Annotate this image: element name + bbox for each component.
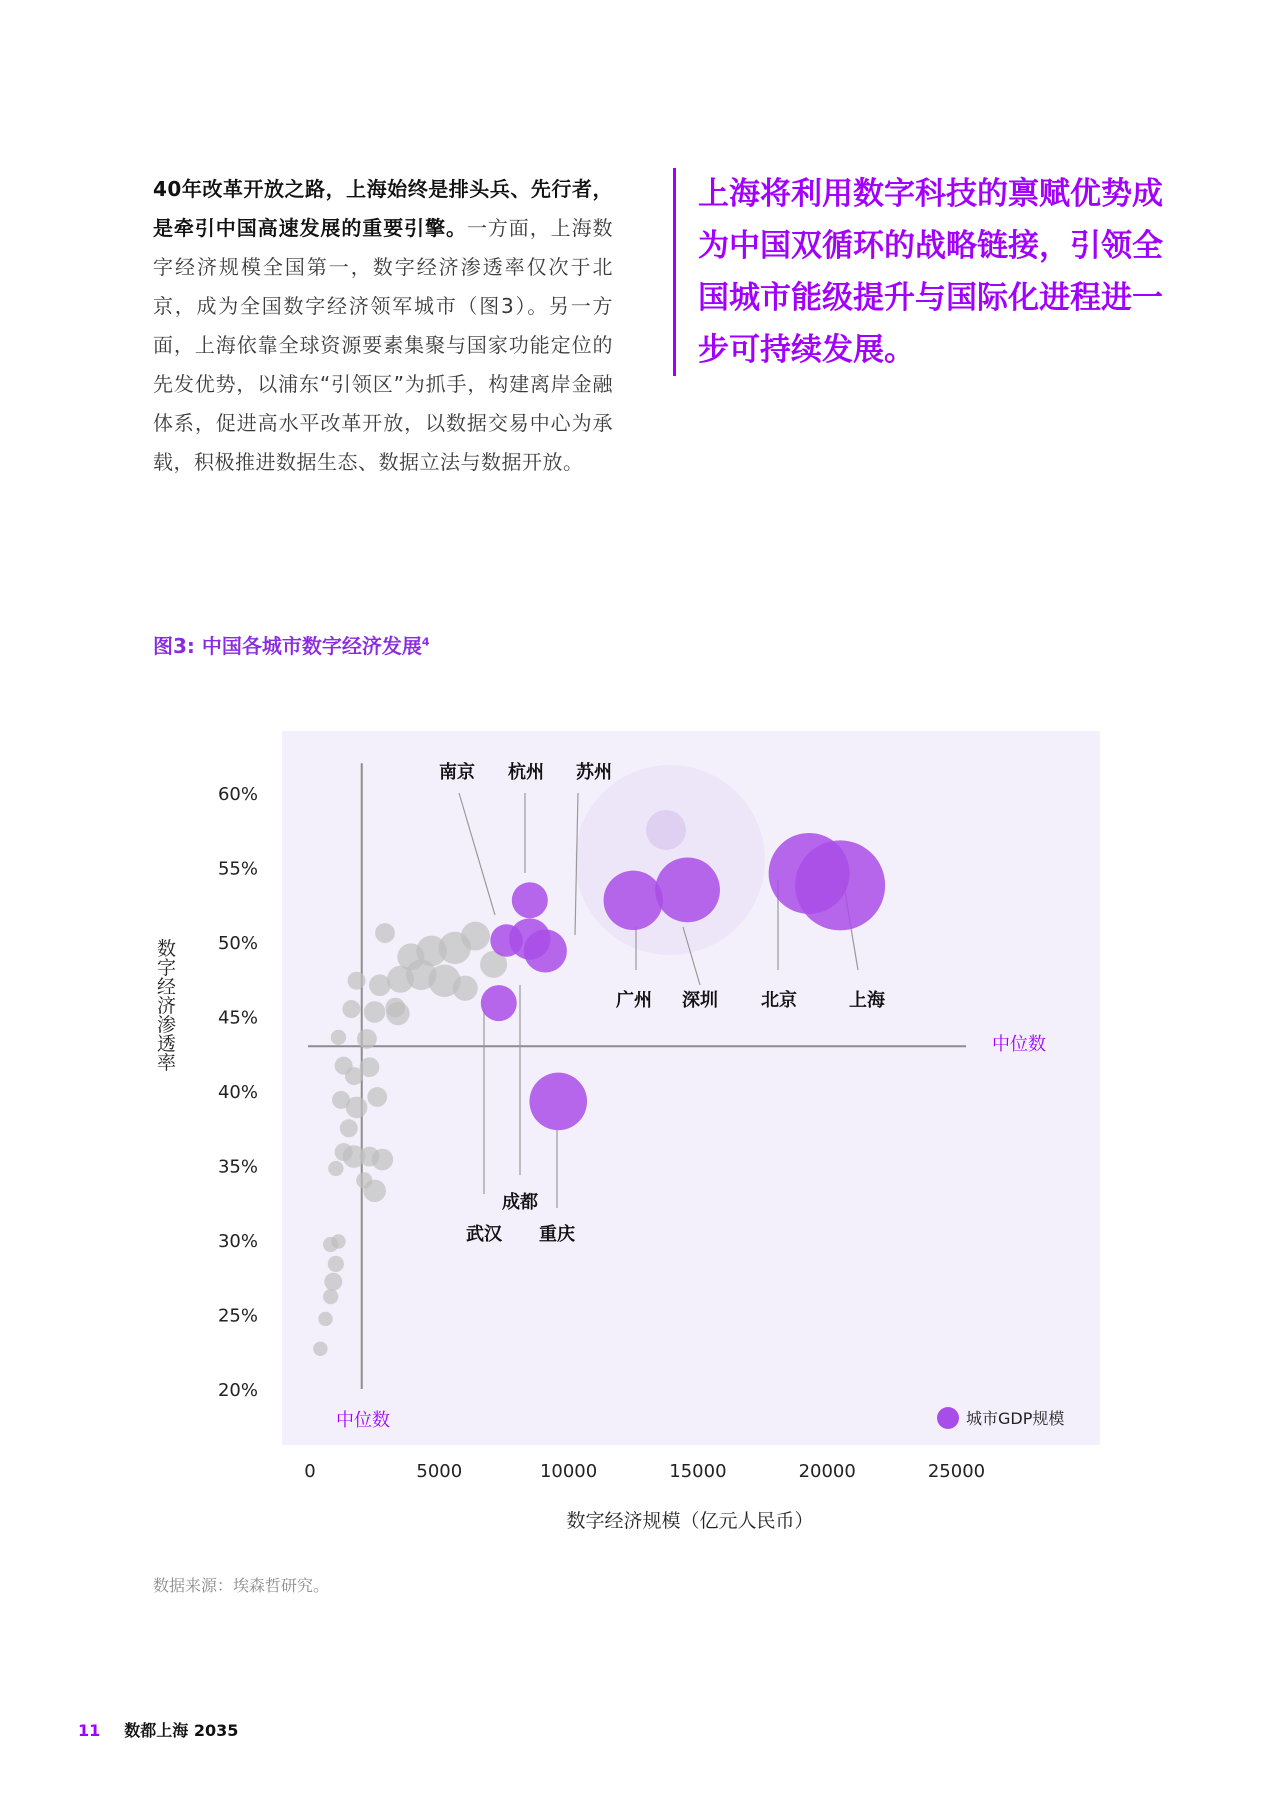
city-label: 深圳 (682, 990, 718, 1011)
y-tick-label: 40% (217, 1082, 258, 1103)
x-tick-label: 15000 (669, 1461, 727, 1482)
x-tick-label: 0 (304, 1461, 316, 1482)
city-bubble-重庆 (529, 1073, 587, 1131)
x-tick-label: 25000 (927, 1461, 986, 1482)
city-bubble-other (342, 1000, 360, 1018)
city-bubble-other (346, 1097, 368, 1119)
y-tick-label: 25% (217, 1305, 258, 1327)
city-bubble-other (453, 976, 478, 1001)
body-text: 一方面，上海数字经济规模全国第一，数字经济渗透率仅次于北京，成为全国数字经济领军城市（图3）。另一方面，上海依靠全球资源要素集聚与国家功能定位的先发优势，以浦东“引领区”为抓手，构建离岸金融体系，促进高水平改革开放，以数据交易中心为承载，积极推进数据生态、数据立法与数据开放。 (153, 216, 614, 474)
legend-marker (937, 1407, 959, 1429)
y-tick-label: 55% (217, 858, 258, 880)
city-label: 苏州 (576, 762, 612, 783)
figure-title-text: 图3: 中国各城市数字经济发展 (153, 634, 422, 658)
background-figure-head (646, 810, 686, 850)
body-lead: 40年改革开放之路，上海始终是排头兵、先行者，是牵引中国高速发展的重要引擎。 (153, 177, 613, 240)
city-bubble-other (318, 1312, 332, 1326)
city-bubble-北京 (769, 833, 850, 914)
y-tick-label: 60% (217, 784, 258, 805)
city-bubble-武汉 (481, 985, 517, 1021)
y-tick-label: 20% (217, 1380, 258, 1401)
city-bubble-杭州 (512, 882, 548, 918)
x-axis-title: 数字经济规模（亿元人民币） (566, 1510, 814, 1532)
city-label: 重庆 (539, 1224, 575, 1245)
city-bubble-南京 (490, 924, 522, 956)
pull-quote: 上海将利用数字科技的禀赋优势成为中国双循环的战略链接，引领全国城市能级提升与国际化进程进一步可持续发展。 (673, 168, 1168, 376)
city-label: 北京 (761, 990, 797, 1011)
city-bubble-深圳 (655, 857, 720, 922)
city-label: 成都 (502, 1192, 538, 1213)
city-bubble-other (461, 922, 490, 951)
city-bubble-other (323, 1289, 338, 1304)
city-bubble-other (313, 1342, 327, 1356)
city-bubble-other (367, 1087, 387, 1107)
city-bubble-other (357, 1029, 377, 1049)
page-number: 11 (78, 1721, 101, 1740)
page-footer (78, 1718, 238, 1741)
city-bubble-other (328, 1161, 343, 1176)
city-bubble-other (328, 1256, 344, 1272)
median-label-vertical: 中位数 (336, 1410, 390, 1431)
city-bubble-other (348, 972, 366, 990)
city-bubble-other (356, 1172, 372, 1188)
city-bubble-other (324, 1273, 342, 1291)
city-bubble-other (385, 998, 405, 1018)
y-tick-label: 45% (217, 1007, 258, 1029)
x-tick-label: 20000 (798, 1461, 856, 1482)
city-bubble-other (340, 1119, 358, 1137)
city-bubble-广州 (604, 871, 663, 930)
y-tick-label: 35% (217, 1156, 258, 1178)
city-label: 杭州 (508, 762, 544, 783)
city-bubble-other (364, 1001, 386, 1023)
city-bubble-other (372, 1149, 394, 1171)
city-bubble-other (331, 1234, 345, 1248)
city-bubble-other (375, 923, 395, 943)
legend-label: 城市GDP规模 (966, 1409, 1065, 1428)
city-label: 广州 (616, 990, 652, 1011)
city-label: 武汉 (466, 1224, 502, 1245)
y-tick-label: 50% (217, 933, 258, 954)
city-label: 南京 (439, 762, 475, 783)
city-label: 上海 (849, 990, 885, 1011)
footer-title: 数都上海 2035 (124, 1721, 239, 1740)
y-axis-title: 数字经济渗透率 (154, 938, 176, 1072)
city-bubble-other (360, 1057, 380, 1077)
x-tick-label: 10000 (539, 1461, 598, 1482)
figure-footnote-ref: 4 (421, 635, 430, 649)
y-tick-label: 30% (217, 1231, 258, 1252)
data-source: 数据来源：埃森哲研究。 (153, 1576, 330, 1595)
background-figure (575, 765, 765, 955)
city-bubble-other (331, 1030, 346, 1045)
x-tick-label: 5000 (416, 1461, 463, 1482)
median-label-horizontal: 中位数 (992, 1034, 1046, 1055)
